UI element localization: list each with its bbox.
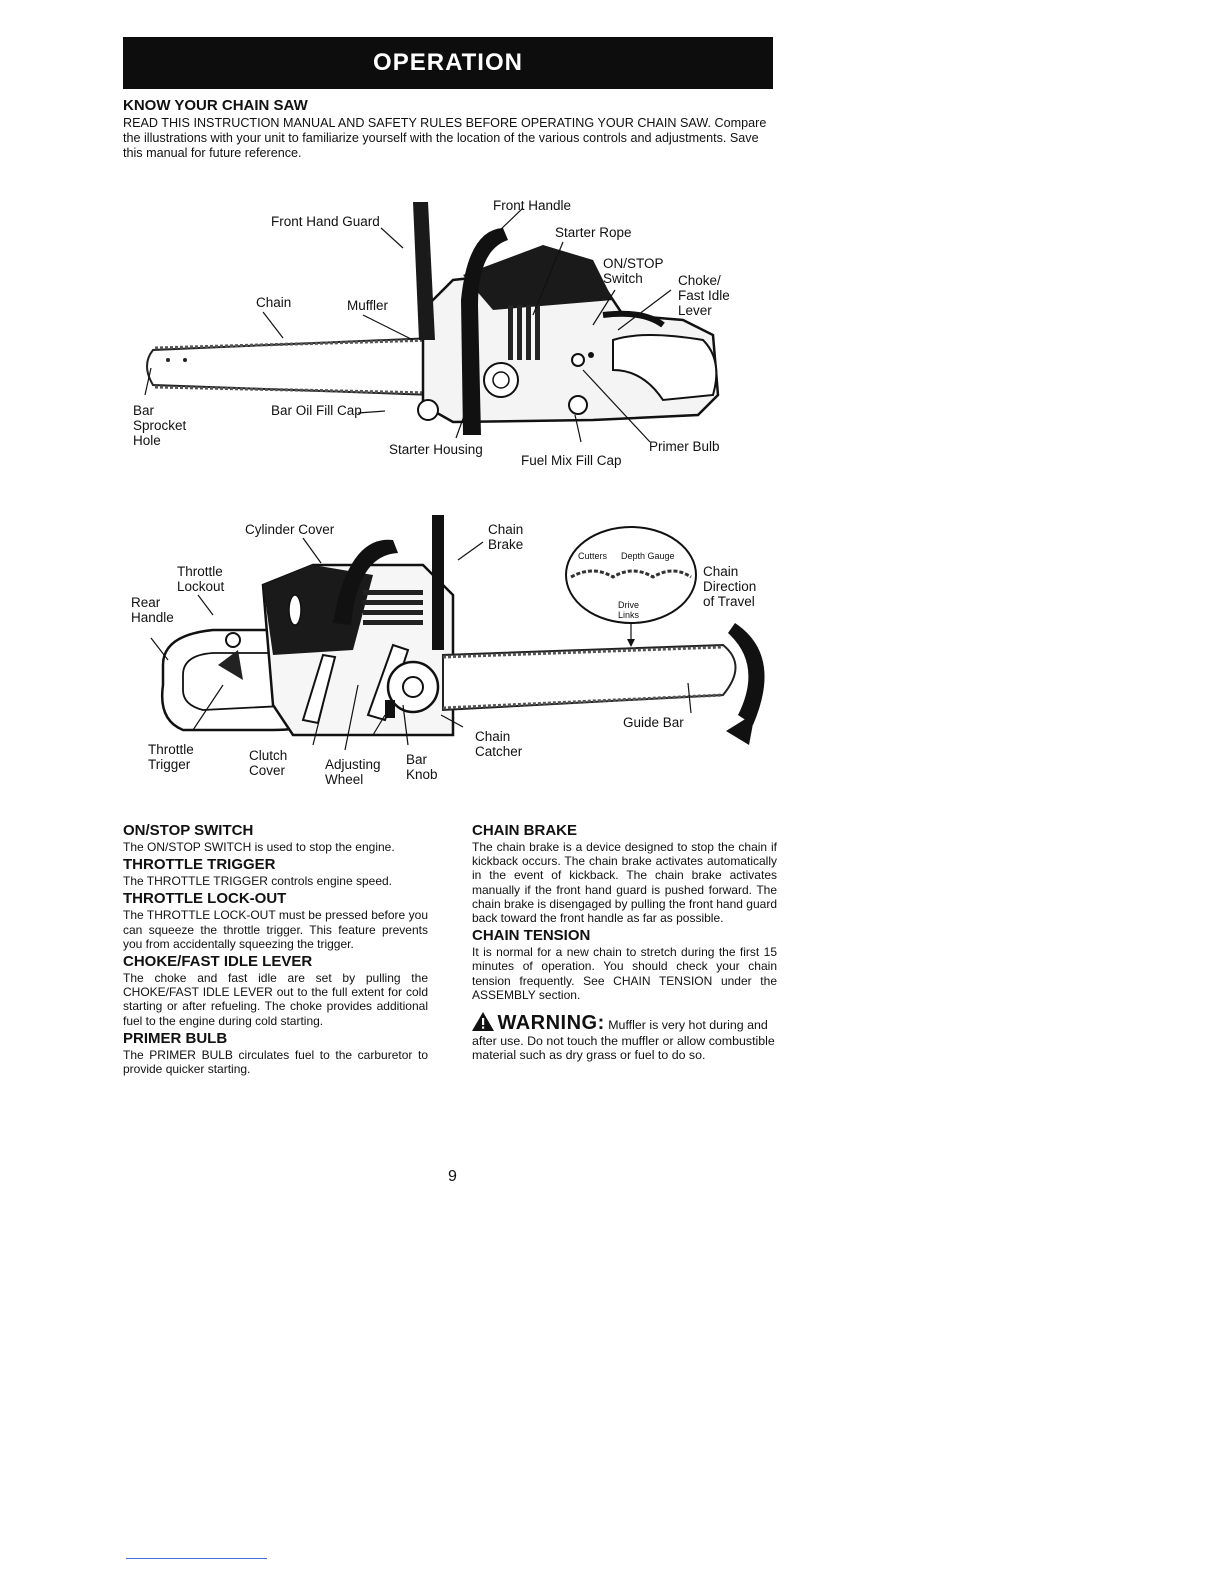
section-title: ON/STOP SWITCH bbox=[123, 822, 254, 839]
section-on-stop-switch bbox=[123, 822, 428, 854]
label-chain-catcher: Chain Catcher bbox=[475, 729, 523, 759]
label-depth-gauge: Depth Gauge bbox=[621, 551, 675, 561]
label-throttle-lockout: Throttle Lockout bbox=[177, 564, 225, 594]
section-title: CHAIN TENSION bbox=[472, 927, 591, 945]
label-bar-oil-fill-cap: Bar Oil Fill Cap bbox=[271, 403, 362, 418]
section-throttle-trigger bbox=[123, 856, 428, 888]
label-front-handle: Front Handle bbox=[493, 198, 572, 213]
intro-title: KNOW YOUR CHAIN SAW bbox=[123, 97, 308, 114]
section-title: THROTTLE TRIGGER bbox=[123, 856, 276, 874]
label-muffler: Muffler bbox=[347, 298, 389, 313]
warning-text: Muffler is very hot during and after use. Do not touch the muffler or allow combustible material such as dry grass or fuel to do so. bbox=[472, 1018, 775, 1063]
section-choke-fast-idle-lever bbox=[123, 953, 428, 1028]
section-primer-bulb bbox=[123, 1030, 428, 1076]
label-throttle-trigger: Throttle Trigger bbox=[148, 742, 194, 772]
label-bar-knob: Bar Knob bbox=[406, 752, 438, 782]
label-guide-bar: Guide Bar bbox=[623, 715, 684, 730]
right-column bbox=[472, 822, 777, 1063]
banner-title: OPERATION bbox=[373, 49, 523, 76]
warning-triangle-icon bbox=[472, 1012, 494, 1034]
section-chain-tension bbox=[472, 927, 777, 1002]
section-chain-brake bbox=[472, 822, 777, 925]
section-body: The ON/STOP SWITCH is used to stop the engine. bbox=[123, 840, 395, 854]
label-cylinder-cover: Cylinder Cover bbox=[245, 522, 335, 537]
label-bar-sprocket-hole: Bar Sprocket Hole bbox=[133, 403, 187, 448]
section-banner bbox=[123, 37, 773, 89]
section-body: The THROTTLE LOCK-OUT must be pressed before you can squeeze the throttle trigger. This feature prevents you from accidentally squeezing the trigger. bbox=[123, 908, 428, 951]
section-title: PRIMER BULB bbox=[123, 1029, 228, 1047]
label-chain-brake: Chain Brake bbox=[488, 522, 524, 552]
label-starter-housing: Starter Housing bbox=[389, 442, 483, 457]
label-fuel-mix-fill-cap: Fuel Mix Fill Cap bbox=[521, 453, 622, 468]
section-body: The PRIMER BULB circulates fuel to the carburetor to provide quicker starting. bbox=[123, 1047, 428, 1077]
chainsaw-right-view-figure bbox=[123, 505, 783, 800]
label-cutters: Cutters bbox=[578, 551, 608, 561]
footer-rule bbox=[126, 1558, 267, 1559]
label-drive-links: Drive Links bbox=[618, 600, 640, 620]
section-title: CHOKE/FAST IDLE LEVER bbox=[123, 953, 313, 971]
intro-text: READ THIS INSTRUCTION MANUAL AND SAFETY RULES BEFORE OPERATING YOUR CHAIN SAW. Compare the illustrations with your unit to familiarize yourself with the location of the various controls and adjustments. Save this manual for future reference. bbox=[123, 116, 767, 160]
section-throttle-lock-out bbox=[123, 890, 428, 951]
left-column bbox=[123, 822, 428, 1078]
label-clutch-cover: Clutch Cover bbox=[249, 748, 288, 778]
chainsaw-left-view-figure bbox=[123, 190, 783, 490]
label-chain-direction: Chain Direction of Travel bbox=[703, 564, 757, 609]
label-on-stop-switch: ON/STOP Switch bbox=[603, 256, 664, 286]
label-adjusting-wheel: Adjusting Wheel bbox=[325, 757, 381, 787]
section-title: THROTTLE LOCK-OUT bbox=[123, 890, 287, 908]
label-primer-bulb: Primer Bulb bbox=[649, 439, 720, 454]
section-title: CHAIN BRAKE bbox=[472, 822, 577, 839]
section-body: It is normal for a new chain to stretch during the first 15 minutes of operation. You should check your chain tension frequently. See CHAIN TENSION under the ASSEMBLY section. bbox=[472, 945, 777, 1002]
label-front-hand-guard: Front Hand Guard bbox=[271, 214, 380, 229]
chainsaw-right-illustration bbox=[123, 505, 783, 800]
section-body: The choke and fast idle are set by pulling the CHOKE/FAST IDLE LEVER out to the full extent for cold starting or after refueling. The choke provides additional fuel to the engine during cold starting. bbox=[123, 971, 428, 1028]
label-chain: Chain bbox=[256, 295, 292, 310]
section-body: The chain brake is a device designed to stop the chain if kickback occurs. The chain brake activates automatically in the event of kickback. The chain brake activates manually if the front hand guard is pushed forward. The chain brake is disengaged by pulling the front hand guard back toward the front handle as far as possible. bbox=[472, 840, 777, 926]
warning-box bbox=[472, 1012, 777, 1063]
label-rear-handle: Rear Handle bbox=[131, 595, 174, 625]
section-body: The THROTTLE TRIGGER controls engine speed. bbox=[123, 874, 392, 889]
label-starter-rope: Starter Rope bbox=[555, 225, 632, 240]
label-choke-fast-idle-lever: Choke/ Fast Idle Lever bbox=[678, 273, 730, 318]
warning-label: WARNING: bbox=[497, 1012, 605, 1035]
page-number: 9 bbox=[448, 1168, 457, 1185]
